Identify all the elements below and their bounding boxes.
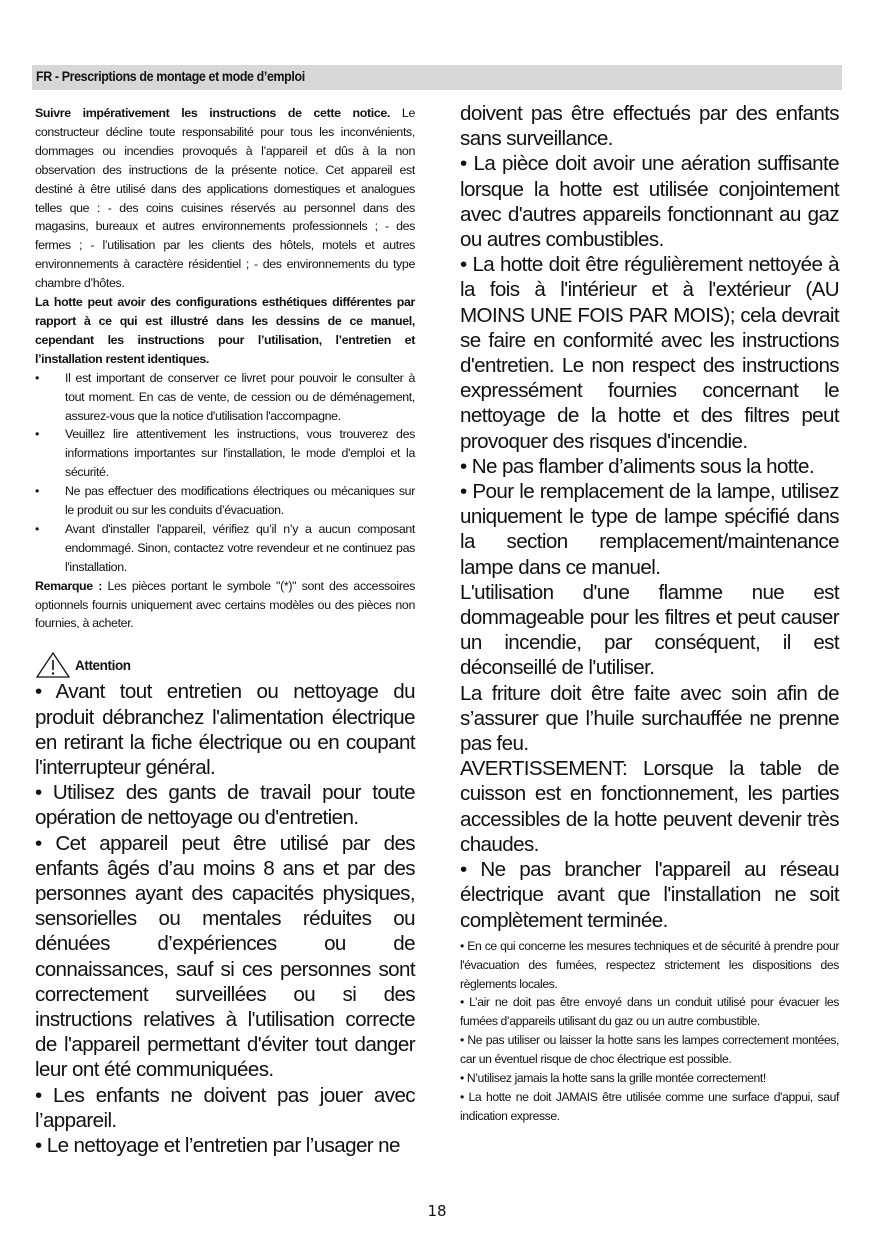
bullet-list (35, 369, 415, 577)
warning-triangle-icon (35, 651, 71, 679)
safety-note: • N’utilisez jamais la hotte sans la grille montée correctement! (460, 1071, 766, 1086)
intro-paragraph (35, 104, 415, 293)
list-item: • Il est important de conserver ce livret pour pouvoir le consulter à tout moment. En cas de vente, de cession ou de déménagement, assurez-vous que la notice d'utilisation l'accompagne. (35, 370, 415, 423)
safety-note: • Ne pas utiliser ou laisser la hotte sans les lampes correctement montées, car un éventuel risque de choc électrique est possible. (460, 1033, 839, 1067)
warning-paragraph: doivent pas être effectués par des enfants sans surveillance. (460, 102, 839, 151)
attention-label: Attention (75, 658, 131, 674)
warning-paragraph: • Cet appareil peut être utilisé par des enfants âgés d’au moins 8 ans et par des personnes ayant des capacités physiques, sensorielles ou mentales réduites ou dénuées d’expériences ou de connaissances, sauf si ces personnes sont correctement surveillées ou si des instructions relatives à l'utilisation correcte de l'appareil permettant d'éviter tout danger leur ont été communiquées. (35, 831, 415, 1082)
warning-paragraph: AVERTISSEMENT: Lorsque la table de cuisson est en fonctionnement, les parties accessibles de la hotte peuvent devenir très chaudes. (460, 757, 839, 856)
section-title: FR - Prescriptions de montage et mode d’emploi (36, 69, 305, 84)
page-number: 18 (427, 1202, 447, 1220)
warning-paragraph: • Ne pas flamber d’aliments sous la hotte. (460, 454, 815, 478)
list-item: • Ne pas effectuer des modifications électriques ou mécaniques sur le produit ou sur les conduits d’évacuation. (35, 484, 415, 518)
left-column (35, 104, 415, 1158)
safety-note: • La hotte ne doit JAMAIS être utilisée comme une surface d'appui, sauf indication expresse. (460, 1089, 839, 1123)
warning-paragraph: • Utilisez des gants de travail pour toute opération de nettoyage ou d'entretien. (35, 781, 415, 830)
right-column (460, 101, 839, 1126)
attention-heading (35, 649, 415, 679)
warning-paragraph: • Le nettoyage et l’entretien par l’usager ne (35, 1134, 400, 1158)
config-paragraph: La hotte peut avoir des configurations esthétiques différentes par rapport à ce qui est illustré dans les dessins de ce manuel, cependant les instructions pour l’utilisation, l’entretien et l’installation restent identiques. (35, 295, 415, 366)
remark-paragraph: Remarque : Les pièces portant le symbole "(*)" sont des accessoires optionnels fournis uniquement avec certains modèles ou des pièces non fournies, à acheter. (35, 578, 415, 631)
remark-label: Remarque : (35, 578, 103, 593)
warning-paragraph: • Avant tout entretien ou nettoyage du produit débranchez l'alimentation électrique en retirant la fiche électrique ou en coupant l'interrupteur général. (35, 680, 415, 779)
warning-paragraph: • Pour le remplacement de la lampe, utilisez uniquement le type de lampe spécifié dans la section remplacement/maintenance lampe dans ce manuel. (460, 480, 839, 579)
safety-note: • En ce qui concerne les mesures techniques et de sécurité à prendre pour l'évacuation des fumées, respectez strictement les dispositions des règlements locales. (460, 938, 839, 991)
safety-note: • L’air ne doit pas être envoyé dans un conduit utilisé pour évacuer les fumées d’appareils utilisant du gaz ou un autre combustible. (460, 995, 839, 1029)
list-item: • Veuillez lire attentivement les instructions, vous trouverez des informations importantes sur l'installation, le mode d'emploi et la sécurité. (35, 427, 415, 480)
warning-paragraph: • Ne pas brancher l'appareil au réseau électrique avant que l'installation ne soit complètement terminée. (460, 858, 839, 932)
intro-bold: Suivre impérativement les instructions de cette notice. (35, 106, 391, 120)
warning-paragraph: • La pièce doit avoir une aération suffisante lorsque la hotte est utilisée conjointement avec d'autres appareils fonctionnant au gaz ou autres combustibles. (460, 152, 839, 252)
section-header (32, 65, 842, 90)
warning-paragraph: • La hotte doit être régulièrement nettoyée à la fois à l'intérieur et à l'extérieur (AU MOINS UNE FOIS PAR MOIS); cela devrait se faire en conformité avec les instructions d'entretien. Le non respect des instructions expressément fournies concernant le nettoyage de la hotte et des filtres peut provoquer des risques d'incendie. (460, 253, 839, 453)
warning-paragraph: L'utilisation d'une flamme nue est dommageable pour les filtres et peut causer un incendie, par conséquent, il est déconseillé de l'utiliser. (460, 580, 839, 680)
warning-paragraph: La friture doit être faite avec soin afin de s’assurer que l’huile surchauffée ne prenne pas feu. (460, 681, 839, 756)
intro-text: Le constructeur décline toute responsabilité pour tous les inconvénients, dommages ou incendies provoqués à l’appareil et dûs à la non observation des instructions de la présente notice. Cet appareil est destiné à être utilisé dans des applications domestiques et analogues telles que : - des coins cuisines réservés au personnel dans des magasins, bureaux et autres environnements professionnels ; - des fermes ; - l’utilisation par les clients des hôtels, motels et autres environnements à caractère résidentiel ; - des environnements du type chambre d’hôtes. (35, 106, 415, 291)
list-item: • Avant d'installer l'appareil, vérifiez qu’il n’y a aucun composant endommagé. Sinon, contactez votre revendeur et ne continuez pas l'installation. (35, 521, 415, 574)
warning-paragraph: • Les enfants ne doivent pas jouer avec l’appareil. (35, 1083, 415, 1132)
